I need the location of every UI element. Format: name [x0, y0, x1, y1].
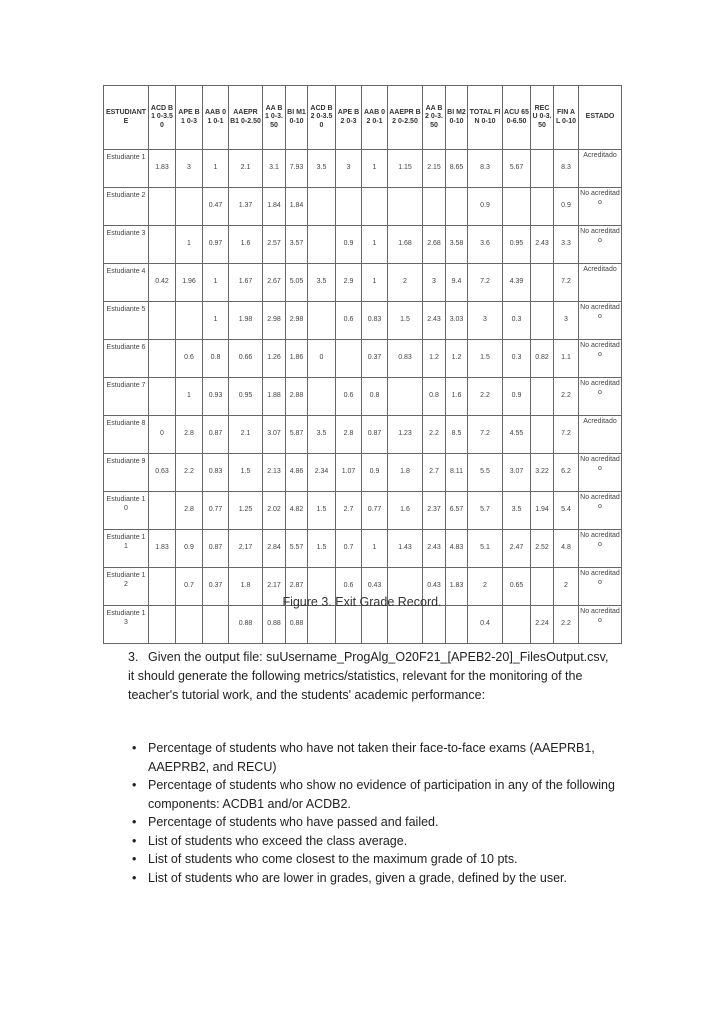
section-number: 3. — [128, 650, 139, 664]
status-cell: No acreditado — [579, 378, 622, 416]
grade-cell: 0.93 — [203, 378, 229, 416]
grade-cell: 1 — [203, 264, 229, 302]
metric-list-item — [132, 850, 618, 869]
grade-cell: 2.98 — [286, 302, 308, 340]
grade-cell — [336, 340, 362, 378]
grade-cell: 2.02 — [263, 492, 286, 530]
grade-cell: 3 — [176, 150, 203, 188]
grade-cell: 1 — [176, 378, 203, 416]
grade-cell: 0.83 — [388, 340, 423, 378]
grade-cell: 0.87 — [203, 530, 229, 568]
grade-cell: 5.57 — [286, 530, 308, 568]
metric-list-item — [132, 832, 618, 851]
grade-cell: 1.15 — [388, 150, 423, 188]
section-text: Given the output file: suUsername_ProgAlg_O20F21_[APEB2-20]_FilesOutput.csv, it should generate the following metrics/statistics, relevant for the monitoring of the teacher's tutorial work, and the students' academic performance: — [128, 650, 609, 702]
grade-cell: 5.87 — [286, 416, 308, 454]
grade-cell: 0.6 — [336, 302, 362, 340]
metric-text: Percentage of students who have not taken their face-to-face exams (AAEPRB1, AAEPRB2, and RECU) — [148, 741, 595, 774]
grade-cell: 3.07 — [503, 454, 531, 492]
table-row — [104, 492, 622, 530]
grade-cell: 0.77 — [203, 492, 229, 530]
table-header-row — [104, 86, 622, 150]
column-header: FIN AL 0-10 — [554, 86, 579, 150]
grade-cell — [176, 188, 203, 226]
grade-cell: 0.43 — [423, 568, 446, 606]
grade-cell: 7.2 — [554, 416, 579, 454]
grade-cell: 2.88 — [286, 378, 308, 416]
section-paragraph — [128, 648, 618, 705]
grade-cell: 0.4 — [468, 606, 503, 644]
grade-cell: 0.88 — [263, 606, 286, 644]
grade-cell: 0.97 — [203, 226, 229, 264]
column-header: ACD B2 0-3.50 — [308, 86, 336, 150]
grade-cell: 2.13 — [263, 454, 286, 492]
table-row — [104, 530, 622, 568]
grade-cell: 0.9 — [503, 378, 531, 416]
metric-list-item — [132, 813, 618, 832]
grade-cell — [446, 606, 468, 644]
grade-cell: 0 — [149, 416, 176, 454]
grade-cell: 1.83 — [149, 530, 176, 568]
bullet-icon: • — [132, 741, 137, 755]
grade-cell: 0.83 — [362, 302, 388, 340]
grade-cell: 9.4 — [446, 264, 468, 302]
grade-cell: 2.98 — [263, 302, 286, 340]
grade-cell — [531, 416, 554, 454]
student-name-cell: Estudiante 12 — [104, 568, 149, 606]
grade-cell — [531, 302, 554, 340]
grade-cell: 3 — [468, 302, 503, 340]
grade-cell: 1.5 — [229, 454, 263, 492]
status-cell: No acreditado — [579, 454, 622, 492]
grade-cell: 1.6 — [446, 378, 468, 416]
grade-cell — [149, 188, 176, 226]
student-name-cell: Estudiante 13 — [104, 606, 149, 644]
grade-cell: 0.9 — [554, 188, 579, 226]
grade-cell — [149, 302, 176, 340]
grade-cell: 1.84 — [263, 188, 286, 226]
bullet-icon: • — [132, 852, 137, 866]
grade-cell: 4.83 — [446, 530, 468, 568]
status-cell: No acreditado — [579, 530, 622, 568]
column-header: BI M1 0-10 — [286, 86, 308, 150]
grade-cell — [149, 226, 176, 264]
grade-cell: 1.86 — [286, 340, 308, 378]
student-name-cell: Estudiante 1 — [104, 150, 149, 188]
student-name-cell: Estudiante 8 — [104, 416, 149, 454]
grade-cell: 7.2 — [554, 264, 579, 302]
grade-cell: 3.07 — [263, 416, 286, 454]
grade-cell: 0.7 — [336, 530, 362, 568]
grade-cell: 0.83 — [203, 454, 229, 492]
grade-cell: 5.67 — [503, 150, 531, 188]
metrics-list — [132, 739, 618, 887]
metric-text: List of students who are lower in grades, given a grade, defined by the user. — [148, 870, 568, 885]
grade-cell: 2.34 — [308, 454, 336, 492]
grade-cell: 3.5 — [308, 264, 336, 302]
grade-cell: 2.8 — [336, 416, 362, 454]
grade-cell: 2.2 — [423, 416, 446, 454]
column-header: AAEPR B1 0-2.50 — [229, 86, 263, 150]
grade-cell: 3.03 — [446, 302, 468, 340]
metric-text: Percentage of students who have passed and failed. — [148, 815, 439, 829]
grade-cell — [149, 340, 176, 378]
metric-text: List of students who come closest to the maximum grade of 10 pts. — [148, 852, 518, 866]
grade-cell: 5.4 — [554, 492, 579, 530]
grade-cell: 2.43 — [531, 226, 554, 264]
grade-cell: 5.05 — [286, 264, 308, 302]
grade-cell: 0.8 — [203, 340, 229, 378]
student-name-cell: Estudiante 10 — [104, 492, 149, 530]
grade-cell: 6.57 — [446, 492, 468, 530]
grade-cell: 0.9 — [176, 530, 203, 568]
grade-cell: 1 — [203, 150, 229, 188]
grade-cell: 2.15 — [423, 150, 446, 188]
table-row — [104, 302, 622, 340]
column-header: APE B2 0-3 — [336, 86, 362, 150]
grade-cell: 2.43 — [423, 302, 446, 340]
grade-cell: 0.87 — [362, 416, 388, 454]
grade-cell: 0.37 — [203, 568, 229, 606]
grade-cell — [149, 378, 176, 416]
grade-cell — [308, 606, 336, 644]
grade-cell: 0.88 — [229, 606, 263, 644]
grade-cell: 5.1 — [468, 530, 503, 568]
grade-cell: 1 — [362, 530, 388, 568]
grade-cell — [149, 606, 176, 644]
column-header: REC U 0-3.50 — [531, 86, 554, 150]
table-row — [104, 264, 622, 302]
column-header: APE B1 0-3 — [176, 86, 203, 150]
grade-cell — [388, 606, 423, 644]
grade-cell: 5.5 — [468, 454, 503, 492]
column-header: ACD B1 0-3.50 — [149, 86, 176, 150]
grade-cell: 1.5 — [308, 530, 336, 568]
grade-cell: 6.2 — [554, 454, 579, 492]
table-row — [104, 416, 622, 454]
grade-cell: 1.96 — [176, 264, 203, 302]
grade-cell: 3 — [336, 150, 362, 188]
grade-cell — [336, 188, 362, 226]
grade-cell — [203, 606, 229, 644]
grade-cell: 0.7 — [176, 568, 203, 606]
grade-cell: 2.17 — [229, 530, 263, 568]
grade-cell: 0.47 — [203, 188, 229, 226]
grade-cell — [503, 188, 531, 226]
grade-cell — [503, 606, 531, 644]
student-name-cell: Estudiante 5 — [104, 302, 149, 340]
exit-grade-table — [103, 85, 622, 644]
metric-list-item — [132, 869, 618, 888]
grade-cell — [388, 378, 423, 416]
grade-cell: 1.83 — [149, 150, 176, 188]
column-header: AAB 02 0-1 — [362, 86, 388, 150]
column-header: TOTAL FIN 0-10 — [468, 86, 503, 150]
grade-cell: 2.8 — [176, 492, 203, 530]
grade-cell: 2.7 — [423, 454, 446, 492]
grade-cell: 1.5 — [468, 340, 503, 378]
status-cell: Acreditado — [579, 264, 622, 302]
grade-cell — [176, 302, 203, 340]
grade-cell: 3.57 — [286, 226, 308, 264]
column-header: ESTADO — [579, 86, 622, 150]
grade-cell: 2.8 — [176, 416, 203, 454]
student-name-cell: Estudiante 7 — [104, 378, 149, 416]
grade-cell: 0.6 — [336, 568, 362, 606]
grade-cell: 1.2 — [423, 340, 446, 378]
grade-cell: 0.9 — [336, 226, 362, 264]
grade-cell: 2.57 — [263, 226, 286, 264]
grade-cell: 0.6 — [336, 378, 362, 416]
grade-cell: 3 — [554, 302, 579, 340]
grade-cell: 1.26 — [263, 340, 286, 378]
grade-cell: 2.24 — [531, 606, 554, 644]
grade-cell: 1.23 — [388, 416, 423, 454]
grade-cell — [531, 378, 554, 416]
column-header: AA B1 0-3.50 — [263, 86, 286, 150]
student-name-cell: Estudiante 6 — [104, 340, 149, 378]
grade-cell — [446, 188, 468, 226]
grade-cell: 3.1 — [263, 150, 286, 188]
status-cell: No acreditado — [579, 226, 622, 264]
grade-cell — [176, 606, 203, 644]
status-cell: No acreditado — [579, 188, 622, 226]
grade-cell: 1 — [362, 150, 388, 188]
grade-cell: 2.52 — [531, 530, 554, 568]
grade-cell: 1.43 — [388, 530, 423, 568]
grade-cell: 2.2 — [468, 378, 503, 416]
grade-cell: 8.11 — [446, 454, 468, 492]
grade-cell: 2.67 — [263, 264, 286, 302]
grade-cell: 1.37 — [229, 188, 263, 226]
column-header: AAEPR B2 0-2.50 — [388, 86, 423, 150]
grade-cell: 0.63 — [149, 454, 176, 492]
grade-cell: 0.88 — [286, 606, 308, 644]
metric-text: List of students who exceed the class average. — [148, 833, 408, 848]
grade-cell: 2.87 — [286, 568, 308, 606]
grade-cell: 0.95 — [503, 226, 531, 264]
grade-cell: 1.8 — [229, 568, 263, 606]
grade-cell: 4.39 — [503, 264, 531, 302]
grade-cell: 0.82 — [531, 340, 554, 378]
grade-cell: 0.65 — [503, 568, 531, 606]
student-name-cell: Estudiante 9 — [104, 454, 149, 492]
grade-cell: 0.8 — [362, 378, 388, 416]
grade-cell: 0 — [308, 340, 336, 378]
grade-cell: 1.6 — [388, 492, 423, 530]
grade-cell: 2.2 — [554, 606, 579, 644]
grade-cell: 3.5 — [308, 416, 336, 454]
grade-cell: 2 — [554, 568, 579, 606]
grade-cell: 8.5 — [446, 416, 468, 454]
status-cell: No acreditado — [579, 606, 622, 644]
grade-cell: 3 — [423, 264, 446, 302]
grade-cell: 2.7 — [336, 492, 362, 530]
grade-cell: 2.37 — [423, 492, 446, 530]
table-row — [104, 340, 622, 378]
grade-cell: 4.86 — [286, 454, 308, 492]
grade-cell: 2.43 — [423, 530, 446, 568]
grade-cell — [531, 264, 554, 302]
grade-cell — [308, 302, 336, 340]
bullet-icon: • — [132, 815, 137, 829]
metric-text: Percentage of students who show no evidence of participation in any of the following components: ACDB1 and/or ACDB2. — [148, 778, 615, 811]
grade-cell — [362, 188, 388, 226]
grade-cell: 0.43 — [362, 568, 388, 606]
grade-cell: 3.5 — [503, 492, 531, 530]
grade-cell — [308, 188, 336, 226]
grade-cell: 2.2 — [176, 454, 203, 492]
grade-cell: 1.67 — [229, 264, 263, 302]
grade-cell: 1.84 — [286, 188, 308, 226]
status-cell: No acreditado — [579, 568, 622, 606]
figure-caption: Figure 3. Exit Grade Record. — [282, 595, 442, 609]
status-cell: No acreditado — [579, 340, 622, 378]
grade-cell: 1 — [362, 264, 388, 302]
grade-cell: 2.1 — [229, 416, 263, 454]
grade-cell: 0.9 — [362, 454, 388, 492]
grade-cell: 1.07 — [336, 454, 362, 492]
grade-cell: 2.1 — [229, 150, 263, 188]
grade-cell: 1 — [203, 302, 229, 340]
grade-cell: 3.58 — [446, 226, 468, 264]
grade-cell: 2 — [468, 568, 503, 606]
bullet-icon: • — [132, 833, 137, 848]
bullet-icon: • — [132, 778, 137, 792]
column-header: ACU 65 0-6.50 — [503, 86, 531, 150]
grade-cell: 2.47 — [503, 530, 531, 568]
grade-cell: 0.77 — [362, 492, 388, 530]
grade-cell: 1.25 — [229, 492, 263, 530]
column-header: AA B2 0-3.50 — [423, 86, 446, 150]
grade-cell: 4.82 — [286, 492, 308, 530]
grade-cell: 1.8 — [388, 454, 423, 492]
grade-cell — [423, 188, 446, 226]
grade-cell — [308, 378, 336, 416]
grade-cell: 2.2 — [554, 378, 579, 416]
grade-cell: 2 — [388, 264, 423, 302]
grade-cell: 1 — [176, 226, 203, 264]
status-cell: Acreditado — [579, 150, 622, 188]
metric-list-item — [132, 739, 618, 776]
grade-cell: 5.7 — [468, 492, 503, 530]
grade-cell — [388, 188, 423, 226]
grade-cell: 1.6 — [229, 226, 263, 264]
bullet-icon: • — [132, 870, 137, 885]
column-header: AAB 01 0-1 — [203, 86, 229, 150]
table-row — [104, 606, 622, 644]
student-name-cell: Estudiante 11 — [104, 530, 149, 568]
grade-cell: 1.68 — [388, 226, 423, 264]
grade-cell: 7.2 — [468, 264, 503, 302]
grade-cell — [362, 606, 388, 644]
grade-cell: 1.94 — [531, 492, 554, 530]
grade-cell: 2.84 — [263, 530, 286, 568]
grade-cell: 0.87 — [203, 416, 229, 454]
metric-list-item — [132, 776, 618, 813]
grade-cell: 8.65 — [446, 150, 468, 188]
table-row — [104, 150, 622, 188]
grade-cell: 1.1 — [554, 340, 579, 378]
grade-cell: 1.5 — [308, 492, 336, 530]
grade-cell: 3.5 — [308, 150, 336, 188]
grade-cell: 0.8 — [423, 378, 446, 416]
column-header: ESTUDIANTE — [104, 86, 149, 150]
grade-cell: 0.95 — [229, 378, 263, 416]
grade-cell: 0.3 — [503, 340, 531, 378]
student-name-cell: Estudiante 2 — [104, 188, 149, 226]
grade-cell: 1 — [362, 226, 388, 264]
grade-cell — [149, 492, 176, 530]
student-name-cell: Estudiante 3 — [104, 226, 149, 264]
grade-cell: 3.22 — [531, 454, 554, 492]
grade-cell: 3.3 — [554, 226, 579, 264]
column-header: BI M2 0-10 — [446, 86, 468, 150]
grade-cell — [308, 226, 336, 264]
grade-cell: 1.2 — [446, 340, 468, 378]
grade-cell: 2.9 — [336, 264, 362, 302]
grade-cell: 2.17 — [263, 568, 286, 606]
table-row — [104, 188, 622, 226]
status-cell: No acreditado — [579, 302, 622, 340]
grade-cell: 1.88 — [263, 378, 286, 416]
grade-cell: 7.93 — [286, 150, 308, 188]
student-name-cell: Estudiante 4 — [104, 264, 149, 302]
grade-cell: 1.83 — [446, 568, 468, 606]
grade-cell — [531, 150, 554, 188]
grade-cell: 0.37 — [362, 340, 388, 378]
grade-cell: 0.9 — [468, 188, 503, 226]
grade-cell: 7.2 — [468, 416, 503, 454]
table-row — [104, 378, 622, 416]
grade-cell: 2.68 — [423, 226, 446, 264]
status-cell: Acreditado — [579, 416, 622, 454]
grade-cell: 4.55 — [503, 416, 531, 454]
grade-cell — [423, 606, 446, 644]
grade-cell: 0.66 — [229, 340, 263, 378]
grade-cell — [531, 188, 554, 226]
grade-cell: 0.3 — [503, 302, 531, 340]
table-row — [104, 454, 622, 492]
grade-cell: 8.3 — [554, 150, 579, 188]
grade-cell — [336, 606, 362, 644]
grade-cell: 1.5 — [388, 302, 423, 340]
grade-cell: 0.42 — [149, 264, 176, 302]
grade-cell: 3.6 — [468, 226, 503, 264]
grade-cell: 1.98 — [229, 302, 263, 340]
grade-cell: 4.8 — [554, 530, 579, 568]
status-cell: No acreditado — [579, 492, 622, 530]
grade-cell: 0.6 — [176, 340, 203, 378]
grade-cell: 8.3 — [468, 150, 503, 188]
table-row — [104, 226, 622, 264]
